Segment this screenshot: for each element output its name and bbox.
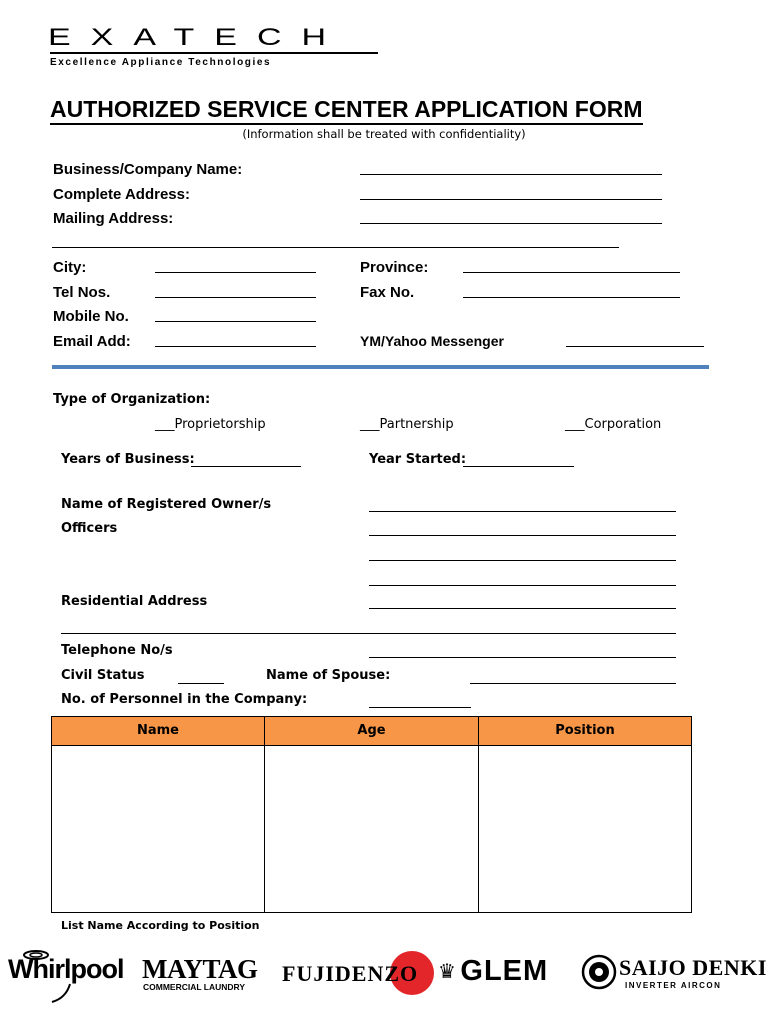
column-divider: [264, 717, 265, 912]
col-header-position: Position: [555, 723, 615, 738]
org-type-label: Type of Organization:: [53, 392, 211, 407]
personnel-table: [51, 716, 692, 913]
complete-address-label: Complete Address:: [53, 186, 190, 203]
mobile-no-label: Mobile No.: [53, 308, 129, 325]
form-subtitle: (Information shall be treated with confidentiality): [242, 127, 526, 141]
complete-address-field[interactable]: [360, 199, 662, 200]
years-business-label: Years of Business:: [61, 452, 195, 467]
fax-no-field[interactable]: [463, 297, 680, 298]
residential-field[interactable]: [369, 608, 676, 609]
civil-status-field[interactable]: [178, 683, 224, 684]
whirlpool-logo: Whirlpool: [8, 946, 123, 977]
city-field[interactable]: [155, 272, 316, 273]
officers-field-2[interactable]: [369, 560, 676, 561]
owners-field[interactable]: [369, 511, 676, 512]
address-extra-field[interactable]: [52, 247, 619, 248]
org-corporation[interactable]: ___Corporation: [565, 417, 662, 432]
officers-field-3[interactable]: [369, 585, 676, 586]
fax-no-label: Fax No.: [360, 284, 415, 301]
exatech-logo: EXATECH: [48, 23, 347, 51]
ym-label: YM/Yahoo Messenger: [360, 333, 504, 349]
year-started-label: Year Started:: [369, 452, 467, 467]
col-header-age: Age: [357, 723, 386, 738]
saijo-emblem-icon: [581, 954, 617, 990]
column-divider: [478, 717, 479, 912]
city-label: City:: [53, 259, 87, 276]
email-field[interactable]: [155, 346, 316, 347]
mailing-address-label: Mailing Address:: [53, 210, 174, 227]
mailing-address-field[interactable]: [360, 223, 662, 224]
glem-logo: ♛ GLEM: [438, 955, 549, 987]
civil-status-label: Civil Status: [61, 668, 145, 683]
tel-nos-label: Tel Nos.: [53, 284, 111, 301]
officers-label: Officers: [61, 521, 118, 536]
form-title: AUTHORIZED SERVICE CENTER APPLICATION FORM: [50, 96, 643, 125]
years-business-field[interactable]: [191, 466, 301, 467]
section-divider: [52, 365, 709, 369]
org-proprietorship[interactable]: ___Proprietorship: [155, 417, 266, 432]
province-label: Province:: [360, 259, 429, 276]
logo-tagline: Excellence Appliance Technologies: [50, 57, 272, 68]
maytag-logo: MAYTAG COMMERCIAL LAUNDRY: [142, 954, 258, 992]
province-field[interactable]: [463, 272, 680, 273]
logo-underline: [50, 52, 378, 54]
year-started-field[interactable]: [463, 466, 574, 467]
mobile-no-field[interactable]: [155, 321, 316, 322]
org-partnership[interactable]: ___Partnership: [360, 417, 454, 432]
telephone-label: Telephone No/s: [61, 643, 173, 658]
crown-icon: ♛: [438, 961, 456, 983]
ym-field[interactable]: [566, 346, 704, 347]
officers-field-1[interactable]: [369, 535, 676, 536]
owners-label: Name of Registered Owner/s: [61, 497, 272, 512]
personnel-label: No. of Personnel in the Company:: [61, 692, 308, 707]
email-label: Email Add:: [53, 333, 131, 350]
personnel-field[interactable]: [369, 707, 471, 708]
fujidenzo-logo: FUJIDENZO: [282, 951, 437, 995]
tel-nos-field[interactable]: [155, 297, 316, 298]
spouse-label: Name of Spouse:: [266, 668, 391, 683]
residential-label: Residential Address: [61, 594, 208, 609]
col-header-name: Name: [136, 723, 179, 738]
telephone-field[interactable]: [369, 657, 676, 658]
table-footnote: List Name According to Position: [61, 919, 260, 932]
business-name-field[interactable]: [360, 174, 662, 175]
spouse-field[interactable]: [470, 683, 676, 684]
residential-field-2[interactable]: [61, 633, 676, 634]
business-name-label: Business/Company Name:: [53, 161, 243, 178]
